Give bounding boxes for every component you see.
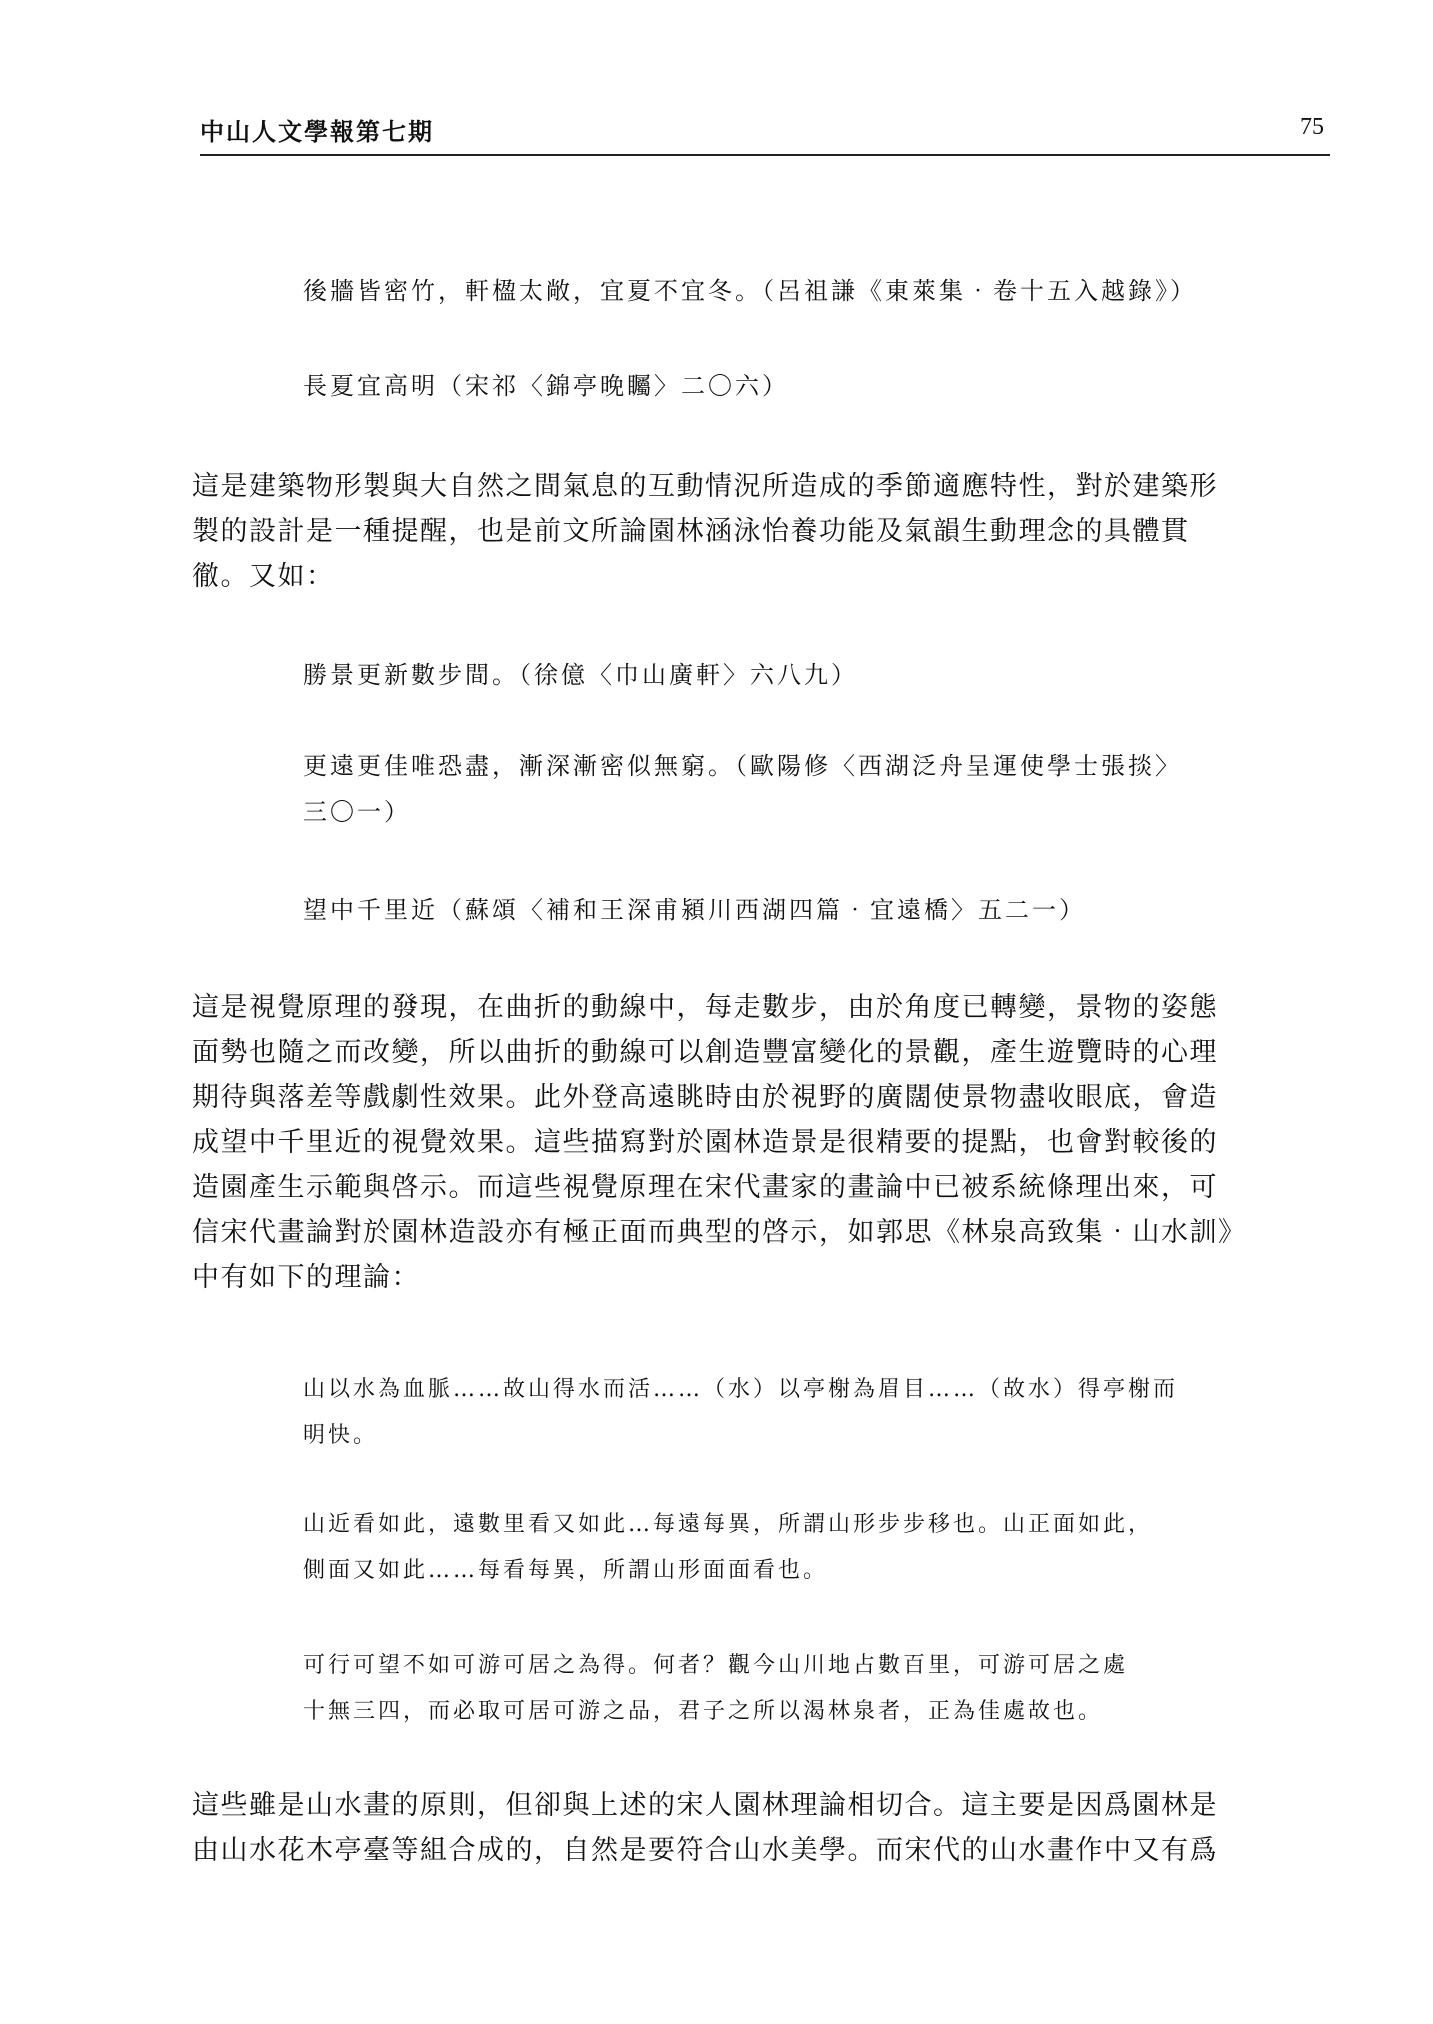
quote-line: 十無三四，而必取可居可游之品，君子之所以渴林泉者，正為佳處故也。 xyxy=(303,1699,1104,1724)
journal-title: 中山人文學報第七期 xyxy=(200,117,434,146)
block-quote-5 xyxy=(303,887,1333,933)
quote-line: 側面又如此……每看每異，所謂山形面面看也。 xyxy=(303,1558,829,1583)
paragraph-3 xyxy=(192,1783,1332,1873)
block-quote-4 xyxy=(303,743,1333,835)
block-quote-8 xyxy=(303,1643,1333,1735)
quote-line: 山以水為血脈……故山得水而活……（水）以亭榭為眉目……（故水）得亭榭而 xyxy=(303,1377,1179,1402)
paragraph-line: 信宋代畫論對於園林造設亦有極正面而典型的啓示，如郭思《林泉高致集‧山水訓》 xyxy=(192,1217,1247,1248)
quote-line: 勝景更新數步間。（徐億〈巾山廣軒〉六八九） xyxy=(303,661,858,689)
paragraph-1 xyxy=(192,464,1332,599)
quote-line: 可行可望不如可游可居之為得。何者？觀今山川地占數百里，可游可居之處 xyxy=(303,1653,1129,1678)
quote-line: 長夏宜高明（宋祁〈錦亭晚矚〉二〇六） xyxy=(303,372,789,400)
quote-line: 望中千里近（蘇頌〈補和王深甫潁川西湖四篇‧宜遠橋〉五二一） xyxy=(303,896,1086,924)
block-quote-3 xyxy=(303,652,1333,698)
quote-line: 更遠更佳唯恐盡，漸深漸密似無窮。（歐陽修〈西湖泛舟呈運使學士張掞〉 xyxy=(303,752,1182,780)
paragraph-line: 這是視覺原理的發現，在曲折的動線中，每走數步，由於角度已轉變，景物的姿態 xyxy=(192,992,1218,1023)
paragraph-line: 期待與落差等戲劇性效果。此外登高遠眺時由於視野的廣闊使景物盡收眼底，會造 xyxy=(192,1082,1218,1113)
paragraph-line: 造園產生示範與啓示。而這些視覺原理在宋代畫家的畫論中已被系統條理出來，可 xyxy=(192,1172,1218,1203)
page-number: 75 xyxy=(1300,114,1324,140)
paragraph-line: 徹。又如： xyxy=(192,561,335,592)
paragraph-line: 由山水花木亭臺等組合成的，自然是要符合山水美學。而宋代的山水畫作中又有爲 xyxy=(192,1835,1218,1866)
block-quote-2 xyxy=(303,363,1333,409)
paragraph-line: 製的設計是一種提醒，也是前文所論園林涵泳怡養功能及氣韻生動理念的具體貫 xyxy=(192,516,1190,547)
paragraph-2 xyxy=(192,985,1332,1300)
paragraph-line: 這是建築物形製與大自然之間氣息的互動情況所造成的季節適應特性，對於建築形 xyxy=(192,471,1218,502)
paragraph-line: 面勢也隨之而改變，所以曲折的動線可以創造豐富變化的景觀，產生遊覽時的心理 xyxy=(192,1037,1218,1068)
paragraph-line: 中有如下的理論： xyxy=(192,1262,420,1293)
quote-line: 山近看如此，遠數里看又如此…每遠每異，所謂山形步步移也。山正面如此， xyxy=(303,1512,1154,1537)
paragraph-line: 成望中千里近的視覺效果。這些描寫對於園林造景是很精要的提點，也會對較後的 xyxy=(192,1127,1218,1158)
quote-line: 三〇一） xyxy=(303,798,411,826)
block-quote-6 xyxy=(303,1367,1333,1459)
quote-line: 後牆皆密竹，軒楹太敞，宜夏不宜冬。（呂祖謙《東萊集‧卷十五入越錄》） xyxy=(303,277,1197,305)
quote-line: 明快。 xyxy=(303,1423,379,1448)
block-quote-1 xyxy=(303,268,1333,314)
running-header xyxy=(200,102,1330,156)
paragraph-line: 這些雖是山水畫的原則，但卻與上述的宋人園林理論相切合。這主要是因爲園林是 xyxy=(192,1790,1218,1821)
block-quote-7 xyxy=(303,1502,1333,1594)
